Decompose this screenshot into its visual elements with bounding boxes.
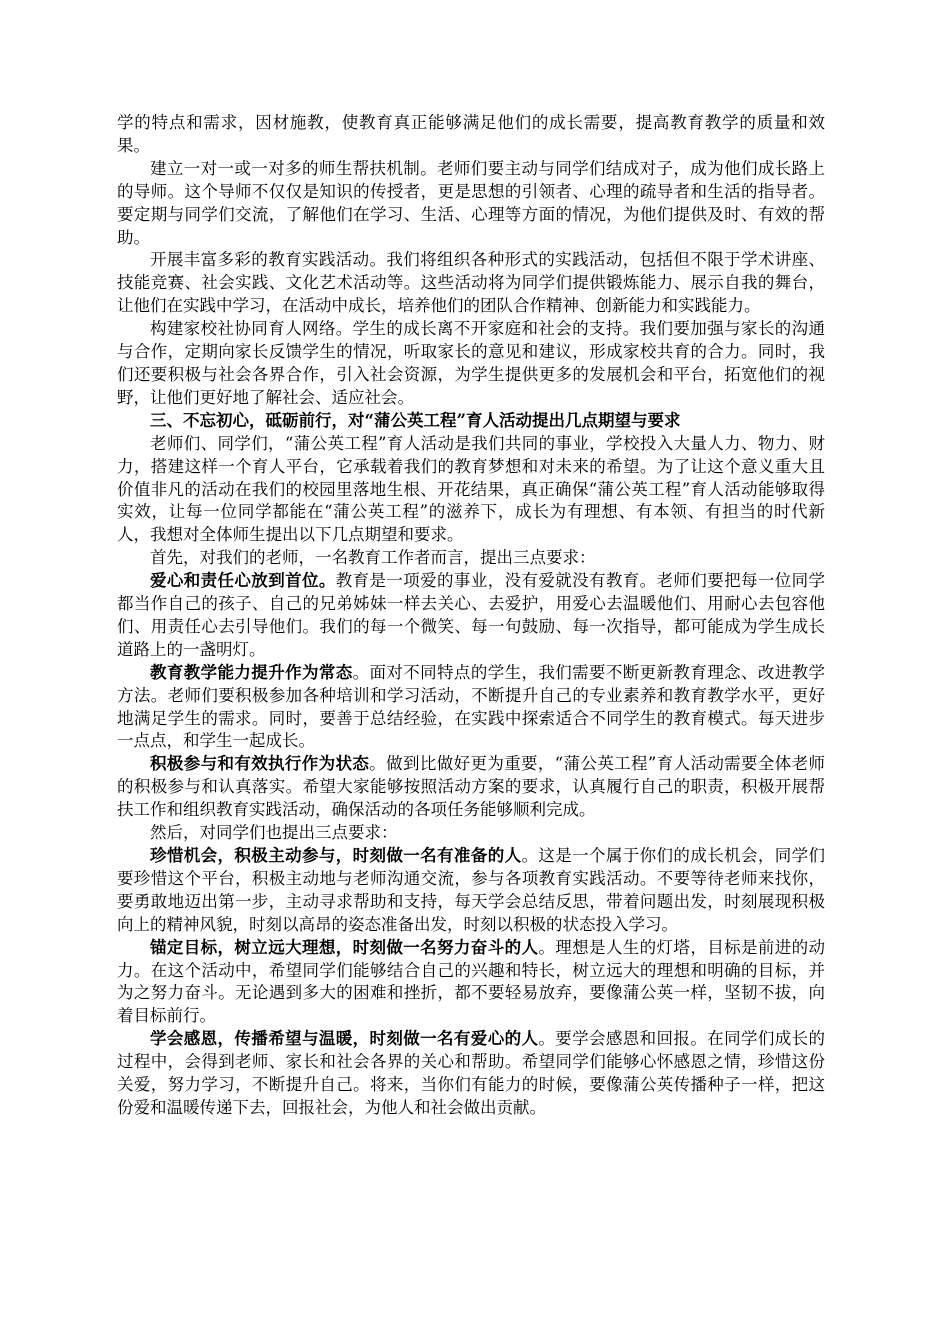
paragraph-teacher-req-1 (117, 570, 825, 662)
paragraph-text: 。理想是人生的灯塔，目标是前进的动力。在这个活动中，希望同学们能够结合自己的兴趣和特长，树立远大的理想和明确的目标，并为之努力奋斗。无论遇到多大的困难和挫折，都不要轻易放弃，要像蒲公英一样，坚韧不拔，向着目标前行。 (117, 937, 826, 1026)
paragraph-lead: 教育教学能力提升作为常态 (150, 662, 353, 682)
paragraph-lead: 锚定目标，树立远大理想，时刻做一名努力奋斗的人 (150, 937, 539, 957)
paragraph-lead: 积极参与和有效执行作为状态 (150, 754, 370, 774)
paragraph-text: 开展丰富多彩的教育实践活动。我们将组织各种形式的实践活动，包括但不限于学术讲座、技能竞赛、社会实践、文化艺术活动等。这些活动将为同学们提供锻炼能力、展示自我的舞台，让他们在实践中学习，在活动中成长，培养他们的团队合作精神、创新能力和实践能力。 (117, 250, 825, 316)
paragraph-intro-expectations (117, 433, 825, 548)
paragraph-text: 构建家校社协同育人网络。学生的成长离不开家庭和社会的支持。我们要加强与家长的沟通与合作，定期向家长反馈学生的情况，听取家长的意见和建议，形成家校共育的合力。同时，我们还要积极与社会各界合作，引入社会资源，为学生提供更多的发展机会和平台，拓宽他们的视野，让他们更好地了解社会、适应社会。 (117, 319, 825, 407)
paragraph-practice-activities (117, 249, 825, 318)
paragraph-teacher-req-2 (117, 662, 825, 754)
paragraph-home-school-network (117, 318, 825, 410)
paragraph-lead: 学会感恩，传播希望与温暖，时刻做一名有爱心的人 (150, 1029, 539, 1049)
paragraph-text: 首先，对我们的老师，一名教育工作者而言，提出三点要求： (150, 548, 596, 568)
paragraph-text: 建立一对一或一对多的师生帮扶机制。老师们要主动与同学们结成对子，成为他们成长路上的导师。这个导师不仅仅是知识的传授者，更是思想的引领者、心理的疏导者和生活的指导者。要定期与同学们交流，了解他们在学习、生活、心理等方面的情况，为他们提供及时、有效的帮助。 (117, 158, 825, 247)
paragraph-text: 。面对不同特点的学生，我们需要不断更新教育理念、改进教学方法。老师们要积极参加各种培训和学习活动，不断提升自己的专业素养和教育教学水平，更好地满足学生的需求。同时，要善于总结经验，在实践中探索适合不同学生的教育模式。每天进步一点点，和学生一起成长。 (117, 662, 826, 751)
document-page (117, 112, 825, 1120)
paragraph-text: 老师们、同学们，“蒲公英工程”育人活动是我们共同的事业，学校投入大量人力、物力、财力，搭建这样一个育人平台，它承载着我们的教育梦想和对未来的希望。为了让这个意义重大且价值非凡的活动在我们的校园里落地生根、开花结果，真正确保“蒲公英工程”育人活动能够取得实效，让每一位同学都能在“蒲公英工程”的滋养下，成长为有理想、有本领、有担当的时代新人，我想对全体师生提出以下几点期望和要求。 (117, 433, 825, 545)
paragraph-text: 然后，对同学们也提出三点要求： (150, 823, 398, 843)
paragraph-lead: 珍惜机会，积极主动参与，时刻做一名有准备的人 (150, 846, 522, 865)
paragraph-text: 教育是一项爱的事业，没有爱就没有教育。老师们要把每一位同学都当作自己的孩子、自己的兄弟姊妹一样去关心、去爱护，用爱心去温暖他们、用耐心去包容他们、用责任心去引导他们。我们的每一个微笑、每一句鼓励、每一次指导，都可能成为学生成长道路上的一盏明灯。 (117, 571, 826, 659)
paragraph-lead: 爱心和责任心放到首位。 (150, 571, 336, 591)
paragraph-text: 。要学会感恩和回报。在同学们成长的过程中，会得到老师、家长和社会各界的关心和帮助。希望同学们能够心怀感恩之情，珍惜这份关爱，努力学习，不断提升自己。将来，当你们有能力的时候，要像蒲公英传播种子一样，把这份爱和温暖传递下去，回报社会，为他人和社会做出贡献。 (117, 1029, 826, 1117)
paragraph-continuation (117, 112, 825, 158)
paragraph-text: 。做到比做好更为重要，“蒲公英工程”育人活动需要全体老师的积极参与和认真落实。希望大家能够按照活动方案的要求，认真履行自己的职责，积极开展帮扶工作和组织教育实践活动，确保活动的各项任务能够顺利完成。 (117, 754, 826, 820)
paragraph-text: 学的特点和需求，因材施教，使教育真正能够满足他们的成长需要，提高教育教学的质量和效果。 (117, 113, 825, 155)
paragraph-students-intro (117, 822, 825, 845)
paragraph-mentoring (117, 158, 825, 250)
section-heading: 三、不忘初心，砥砺前行，对“蒲公英工程”育人活动提出几点期望与要求 (150, 410, 681, 430)
paragraph-student-req-2 (117, 937, 825, 1029)
paragraph-student-req-1 (117, 845, 825, 937)
paragraph-teacher-req-3 (117, 753, 825, 822)
paragraph-student-req-3 (117, 1028, 825, 1120)
paragraph-teachers-intro (117, 547, 825, 570)
paragraph-text: 。这是一个属于你们的成长机会，同学们要珍惜这个平台，积极主动地与老师沟通交流，参与各项教育实践活动。不要等待老师来找你，要勇敢地迈出第一步，主动寻求帮助和支持，每天学会总结反思，带着问题出发，时刻展现积极向上的精神风貌，时刻以高昂的姿态准备出发，时刻以积极的状态投入学习。 (117, 846, 826, 934)
